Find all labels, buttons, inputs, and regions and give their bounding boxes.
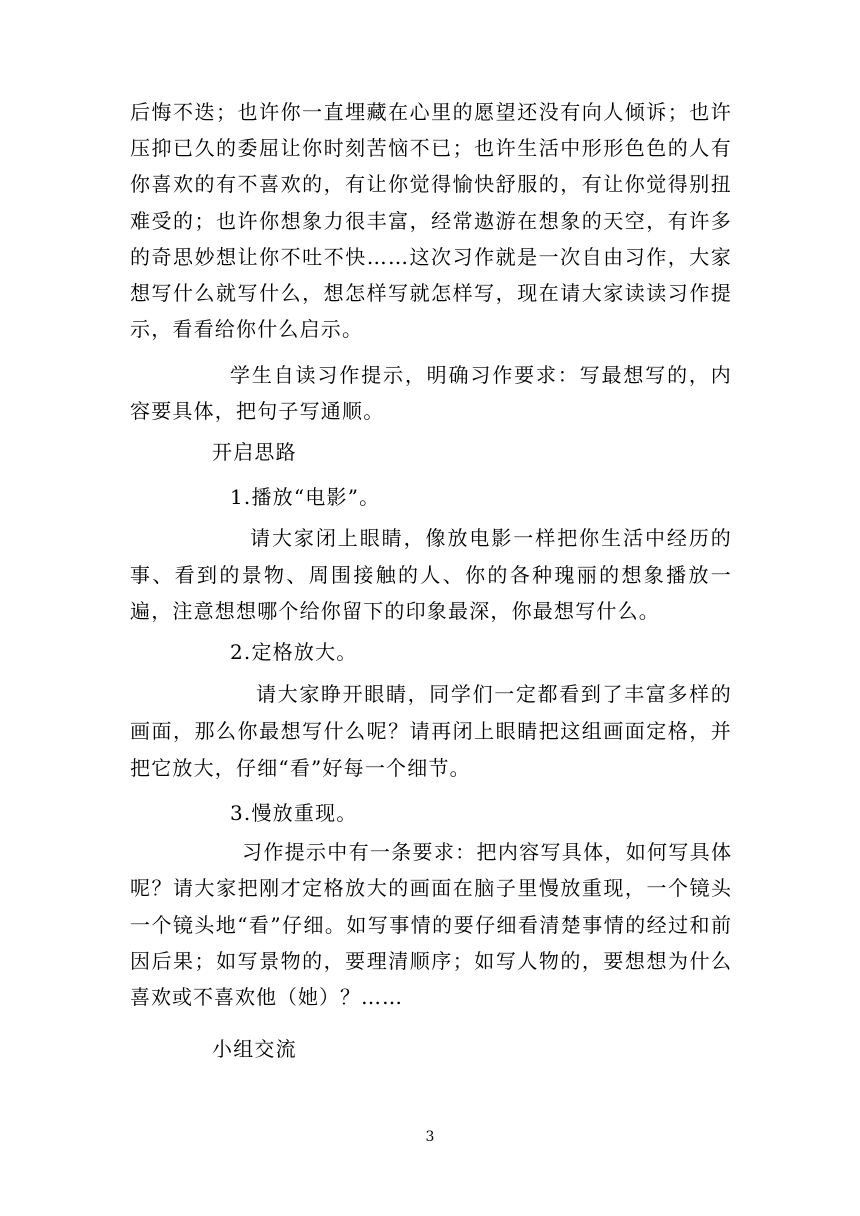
section-heading-group-discussion: 小组交流	[212, 1037, 297, 1061]
step-heading-freeze-enlarge: 2.定格放大。	[230, 640, 358, 664]
paragraph-play-movie: 请大家闭上眼睛，像放电影一样把你生活中经历的事、看到的景物、周围接触的人、你的各种瑰丽的想象播放一遍，注意想想哪个给你留下的印象最深，你最想写什么。	[130, 526, 732, 623]
paragraph-student-reading: 学生自读习作提示，明确习作要求：写最想写的，内容要具体，把句子写通顺。	[130, 363, 732, 423]
step-heading-play-movie: 1.播放“电影”。	[230, 485, 381, 509]
paragraph-slow-replay: 习作提示中有一条要求：把内容写具体，如何写具体呢？请大家把刚才定格放大的画面在脑子里慢放重现，一个镜头一个镜头地“看”仔细。如写事情的要仔细看清楚事情的经过和前因后果；如写景物的，要理清顺序；如写人物的，要想想为什么喜欢或不喜欢他（她）？……	[130, 840, 732, 1010]
paragraph-freeze-enlarge: 请大家睁开眼睛，同学们一定都看到了丰富多样的画面，那么你最想写什么呢？请再闭上眼睛把这组画面定格，并把它放大，仔细“看”好每一个细节。	[130, 682, 732, 780]
step-heading-slow-replay: 3.慢放重现。	[230, 801, 358, 825]
page-number: 3	[425, 1129, 435, 1145]
paragraph-intro-continuation: 后悔不迭；也许你一直埋藏在心里的愿望还没有向人倾诉；也许压抑已久的委屈让你时刻苦恼不已；也许生活中形形色色的人有你喜欢的有不喜欢的，有让你觉得愉快舒服的，有让你觉得别扭难受的；也许你想象力很丰富，经常遨游在想象的天空，有许多的奇思妙想让你不吐不快……这次习作就是一次自由习作，大家想写什么就写什么，想怎样写就怎样写，现在请大家读读习作提示，看看给你什么启示。	[130, 100, 732, 342]
section-heading-open-mind: 开启思路	[212, 440, 297, 464]
